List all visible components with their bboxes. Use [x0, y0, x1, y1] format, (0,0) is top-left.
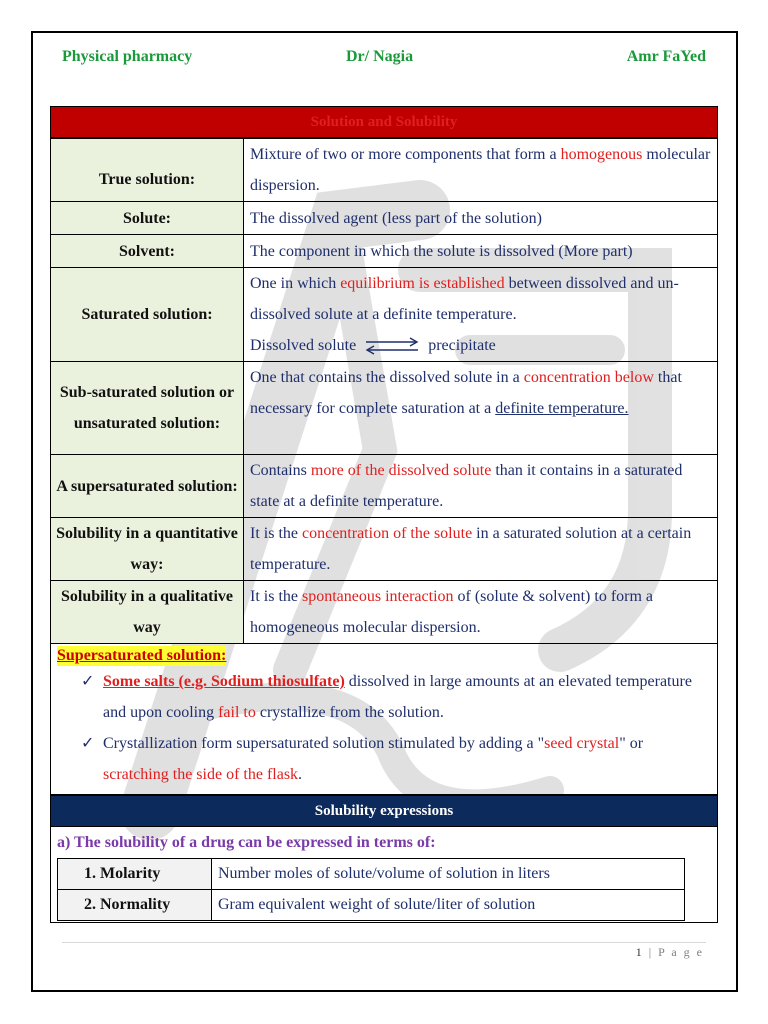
units-wrapper: [50, 858, 718, 923]
page-header: [62, 48, 706, 70]
term-cell: True solution:: [51, 139, 244, 202]
equilibrium-right: precipitate: [428, 337, 496, 354]
definition-cell: It is the concentration of the solute in a saturated solution at a certain temperature.: [244, 518, 718, 581]
definition-cell: The dissolved agent (less part of the solution): [244, 202, 718, 235]
page-number: 1: [635, 945, 644, 959]
table-row: [58, 859, 685, 890]
unit-name: 1. Molarity: [58, 859, 212, 890]
term-cell: Solute:: [51, 202, 244, 235]
table-row: [51, 455, 718, 518]
table-row: [51, 268, 718, 362]
definition-cell: The component in which the solute is dissolved (More part): [244, 235, 718, 268]
table-row: [51, 202, 718, 235]
definition-cell: It is the spontaneous interaction of (solute & solvent) to form a homogeneous molecular dispersion.: [244, 581, 718, 644]
equilibrium-left: Dissolved solute: [250, 337, 357, 354]
footer-divider: [62, 942, 706, 943]
table-row: [51, 581, 718, 644]
term-cell: Sub-saturated solution or unsaturated solution:: [51, 362, 244, 455]
definition-cell: One that contains the dissolved solute in a concentration below that necessary for complete saturation at a definite temperature.: [244, 362, 718, 455]
list-item: ✓ Some salts (e.g. Sodium thiosulfate) dissolved in large amounts at an elevated temperature and upon cooling fail to crystallize from the solution.: [57, 666, 711, 728]
equilibrium-arrows-icon: [362, 336, 422, 356]
units-table: [57, 858, 685, 921]
definition-cell: Mixture of two or more components that form a homogenous molecular dispersion.: [244, 139, 718, 202]
term-cell: Solubility in a quantitative way:: [51, 518, 244, 581]
section-title-solution: Solution and Solubility: [50, 106, 718, 138]
term-cell: Solvent:: [51, 235, 244, 268]
term-cell: A supersaturated solution:: [51, 455, 244, 518]
header-instructor: Dr/ Nagia: [346, 48, 414, 65]
unit-description: Number moles of solute/volume of solution in liters: [212, 859, 685, 890]
definition-cell: One in which equilibrium is established between dissolved and un- dissolved solute at a definite temperature. Dissolved solute precipitate: [244, 268, 718, 362]
table-row: [51, 235, 718, 268]
expressions-subtitle: a) The solubility of a drug can be expressed in terms of:: [50, 827, 718, 858]
header-author: Amr FaYed: [626, 48, 706, 65]
supersaturated-notes: [50, 644, 718, 795]
unit-description: Gram equivalent weight of solute/liter of solution: [212, 890, 685, 921]
table-row: [58, 890, 685, 921]
header-course: Physical pharmacy: [62, 48, 193, 65]
checkmark-icon: ✓: [81, 673, 95, 690]
page-label: | P a g e: [648, 945, 704, 959]
list-item: ✓ Crystallization form supersaturated solution stimulated by adding a "seed crystal" or scratching the side of the flask.: [57, 728, 711, 790]
term-cell: Solubility in a qualitative way: [51, 581, 244, 644]
definition-cell: Contains more of the dissolved solute than it contains in a saturated state at a definite temperature.: [244, 455, 718, 518]
section-title-expressions: Solubility expressions: [50, 795, 718, 827]
document-content: [50, 106, 718, 923]
checkmark-icon: ✓: [81, 735, 95, 752]
term-cell: Saturated solution:: [51, 268, 244, 362]
unit-name: 2. Normality: [58, 890, 212, 921]
table-row: [51, 518, 718, 581]
definitions-table: [50, 138, 718, 644]
notes-title: Supersaturated solution:: [57, 647, 227, 664]
table-row: [51, 362, 718, 455]
table-row: [51, 139, 718, 202]
page-footer: [636, 945, 704, 960]
